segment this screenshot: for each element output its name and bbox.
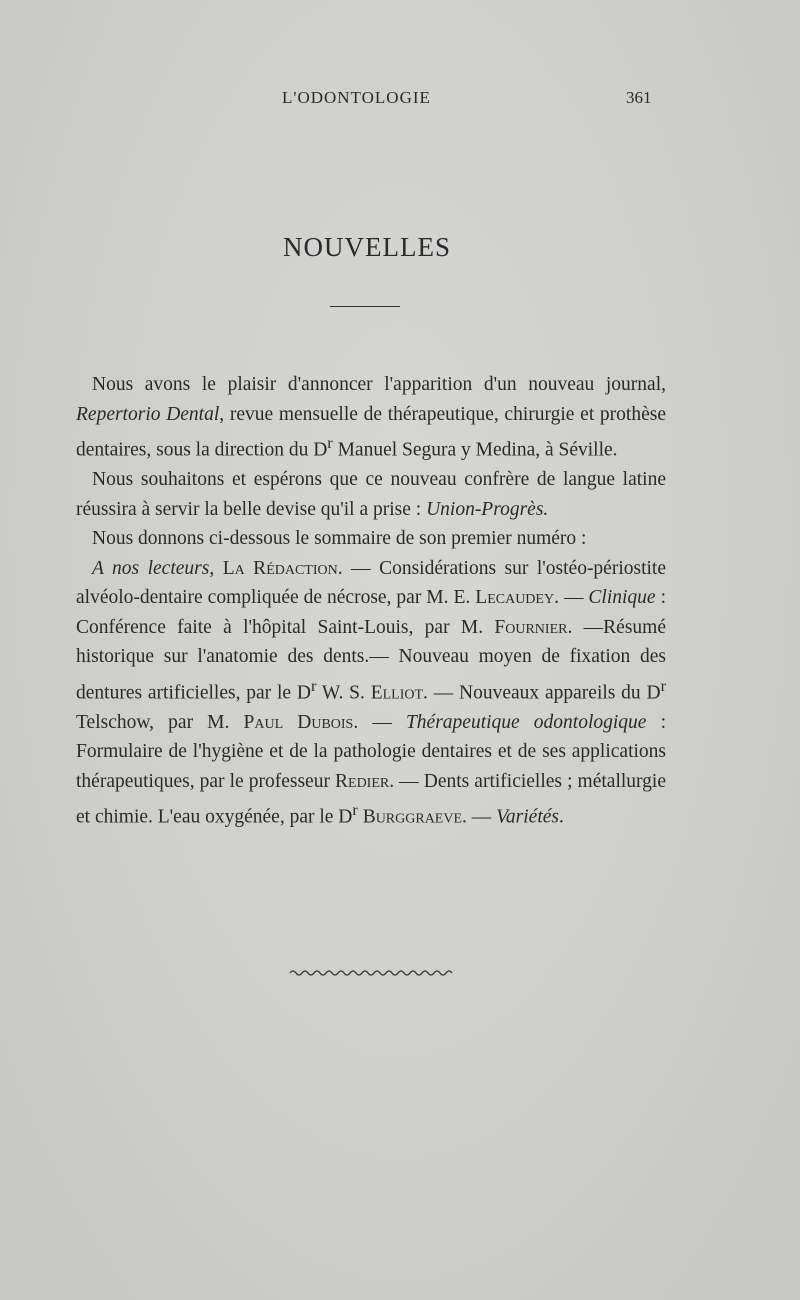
article-body (76, 370, 666, 832)
paragraph-wishes: Nous souhaitons et espérons que ce nouveau confrère de langue latine réussira à servir la belle devise qu'il a prise : Union-Progrès. (76, 469, 666, 520)
journal-name: Repertorio Dental (76, 403, 220, 425)
section-title: NOUVELLES (283, 232, 451, 262)
page-number: 361 (626, 88, 652, 107)
paragraph-announcement: Nous avons le plaisir d'annoncer l'apparition d'un nouveau journal, Repertorio Dental, revue mensuelle de thérapeutique, chirurgie et prothèse dentaires, sous la direction du $D^r$ Manuel Segura y Medina, à Séville. (76, 374, 666, 461)
running-title: L'ODONTOLOGIE (282, 88, 431, 107)
title-rule (330, 306, 400, 307)
paragraph-table-of-contents: A nos lecteurs, La Rédaction. — Considérations sur l'ostéo-périostite alvéolo-dentaire compliquée de nécrose, par M. E. Lecaudey. — Clinique : Conférence faite à l'hôpital Saint-Louis, par M. Fournier. —Résumé historique sur l'anatomie des dents.— Nouveau moyen de fixation des dentures artificielles, par le $D^r$ W. S. Elliot. — Nouveaux appareils du $D^r$ Telschow, par M. Paul Dubois. — Thérapeutique odontologique : Formulaire de l'hygiène et de la pathologie dentaires et de ses applications thérapeutiques, par le professeur Redier. — Dents artificielles ; métallurgie et chimie. L'eau oxygénée, par le $D^r$ Burggraeve. — Variétés. (76, 557, 667, 828)
running-head (0, 88, 800, 112)
motto: Union-Progrès. (426, 498, 549, 520)
paragraph-summary-intro: Nous donnons ci-dessous le sommaire de son premier numéro : (92, 528, 587, 549)
wavy-line-ornament-icon (288, 966, 454, 980)
